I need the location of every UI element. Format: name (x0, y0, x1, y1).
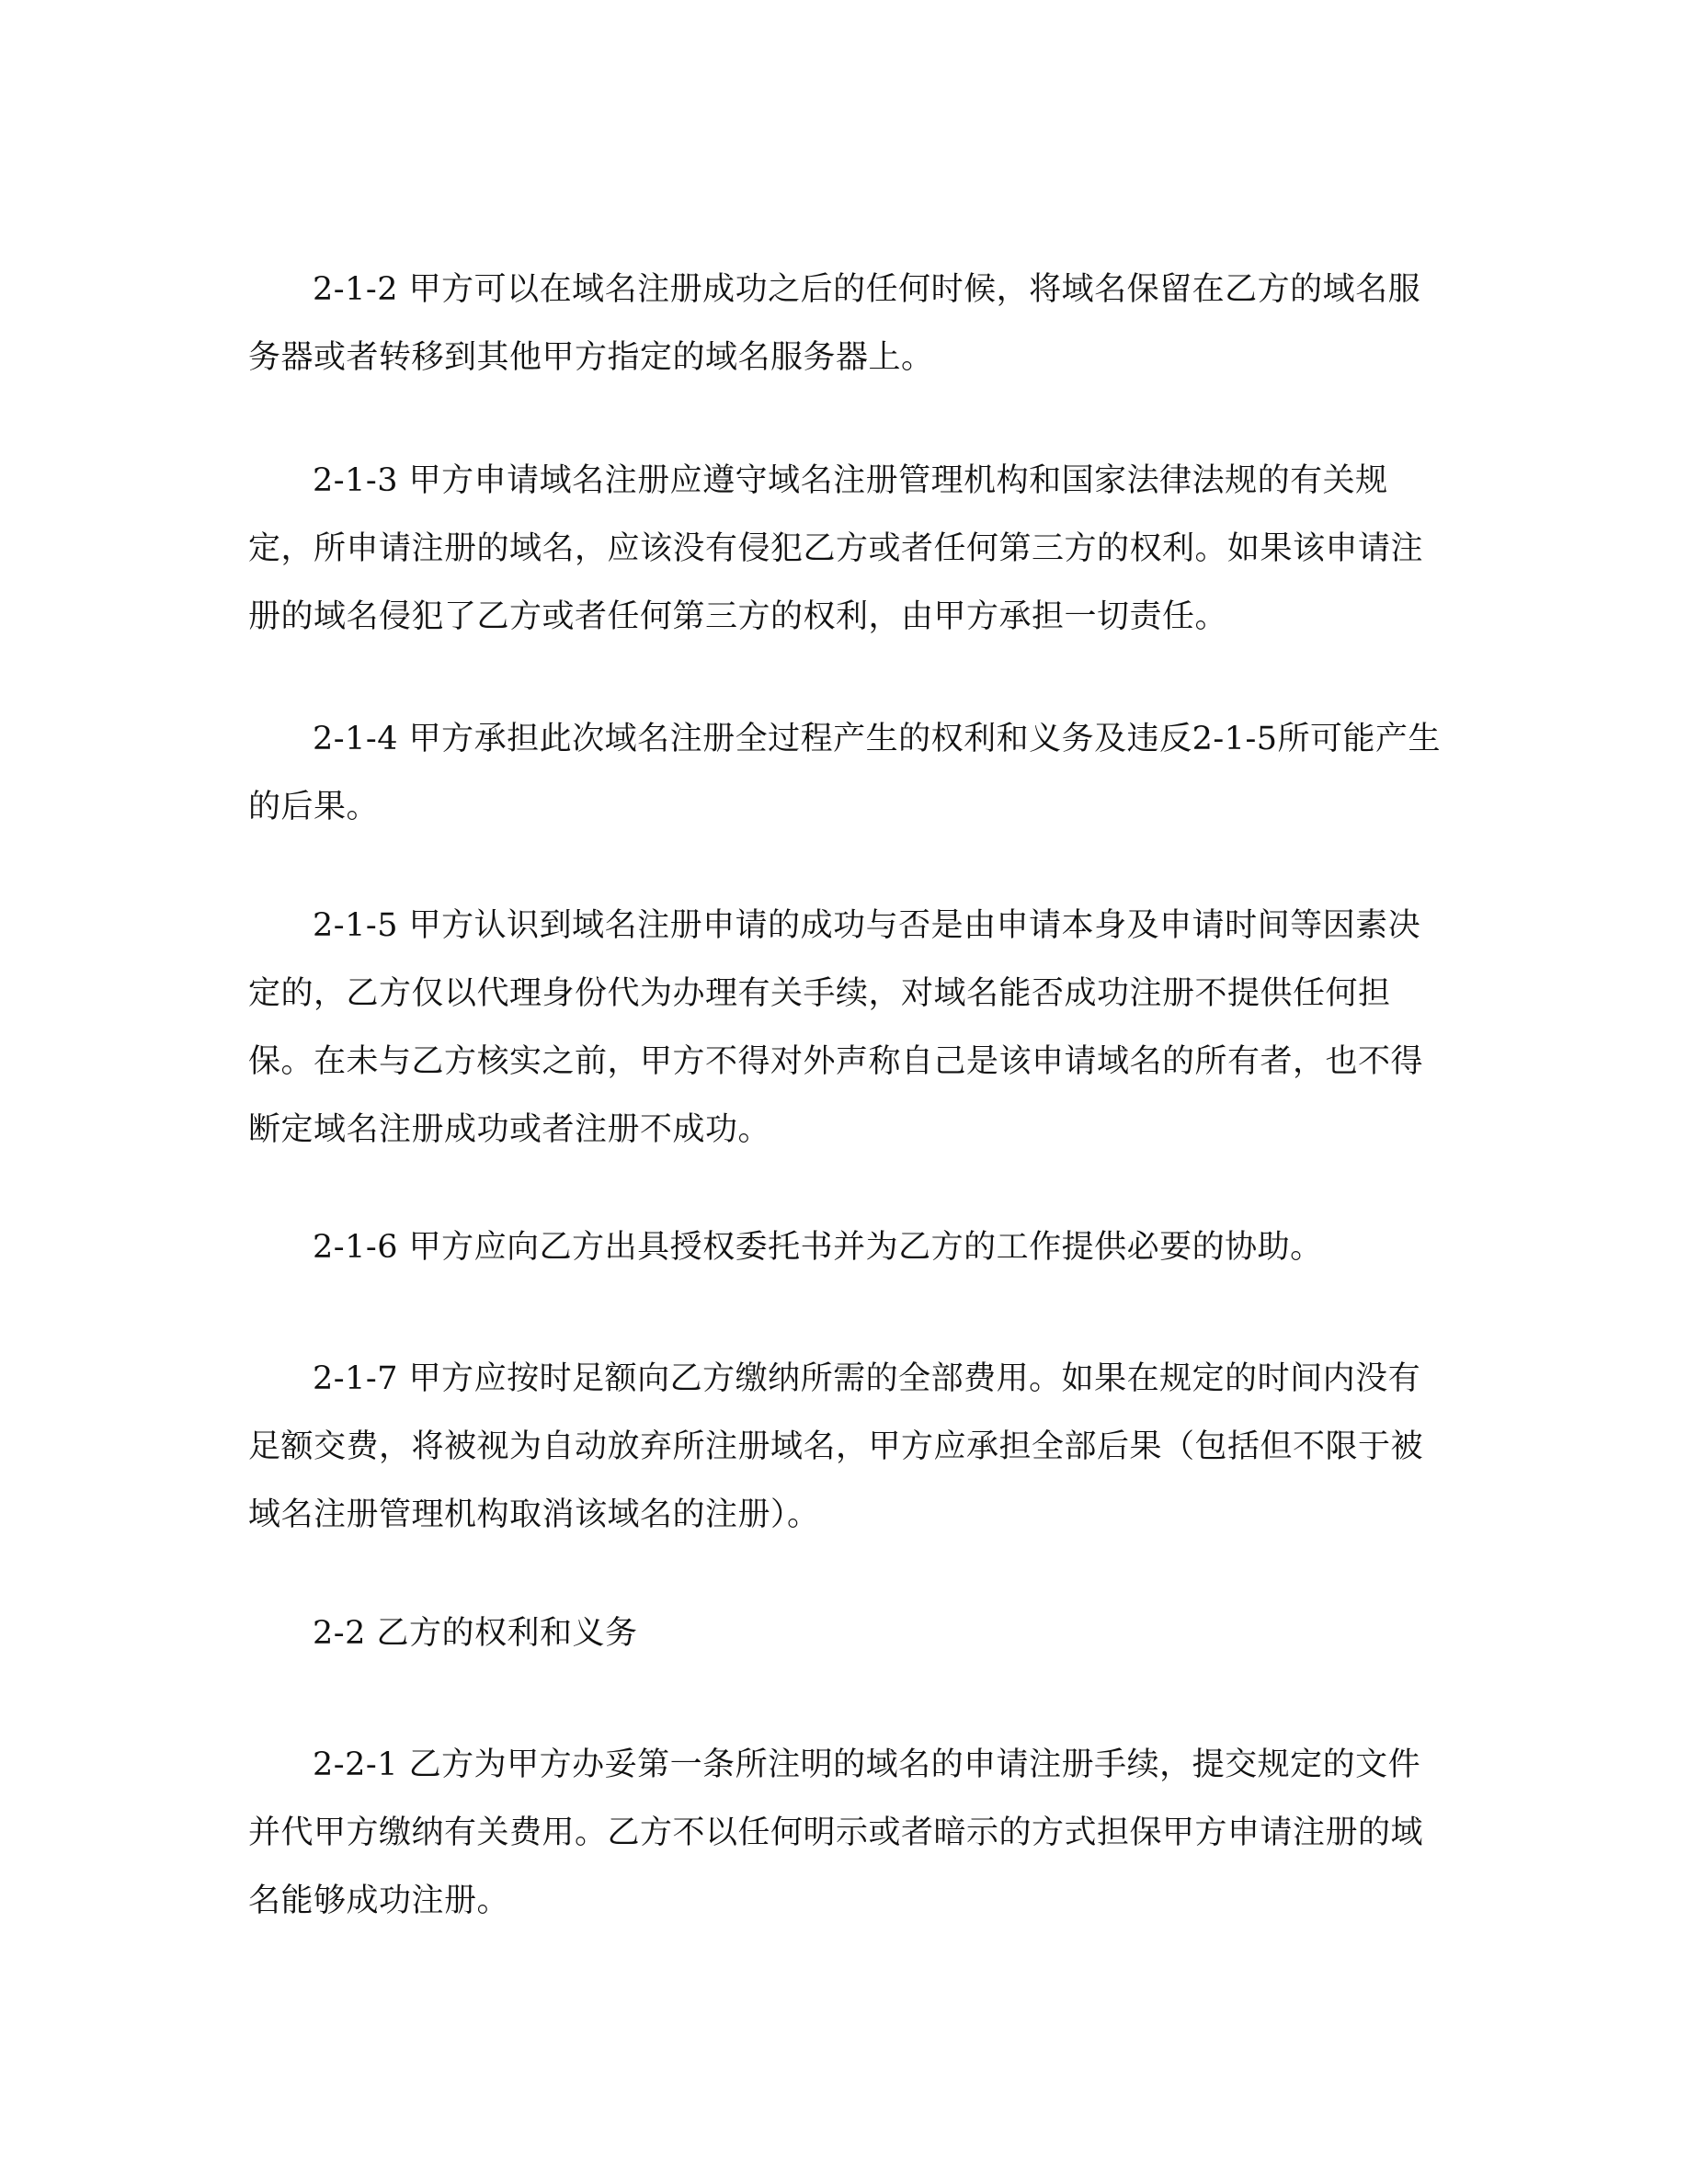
clause-2-2-1: 2-2-1 乙方为甲方办妥第一条所注明的域名的申请注册手续，提交规定的文件并代甲方缴纳有关费用。乙方不以任何明示或者暗示的方式担保甲方申请注册的域名能够成功注册。 (248, 1746, 1424, 1919)
clause-2-1-2: 2-1-2 甲方可以在域名注册成功之后的任何时候，将域名保留在乙方的域名服务器或者转移到其他甲方指定的域名服务器上。 (248, 271, 1421, 376)
clause-2-1-7: 2-1-7 甲方应按时足额向乙方缴纳所需的全部费用。如果在规定的时间内没有足额交费，将被视为自动放弃所注册域名，甲方应承担全部后果（包括但不限于被域名注册管理机构取消该域名的注册）。 (248, 1360, 1424, 1533)
clause-2-1-4: 2-1-4 甲方承担此次域名注册全过程产生的权利和义务及违反2-1-5所可能产生的后果。 (248, 721, 1442, 825)
clause-2-1-5: 2-1-5 甲方认识到域名注册申请的成功与否是由申请本身及申请时间等因素决定的，乙方仅以代理身份代为办理有关手续，对域名能否成功注册不提供任何担保。在未与乙方核实之前，甲方不得对外声称自己是该申请域名的所有者，也不得断定域名注册成功或者注册不成功。 (248, 907, 1424, 1148)
clause-2-1-6: 2-1-6 甲方应向乙方出具授权委托书并为乙方的工作提供必要的协助。 (313, 1229, 1323, 1266)
section-heading-2-2: 2-2 乙方的权利和义务 (313, 1615, 638, 1652)
clause-2-1-3: 2-1-3 甲方申请域名注册应遵守域名注册管理机构和国家法律法规的有关规定，所申请注册的域名，应该没有侵犯乙方或者任何第三方的权利。如果该申请注册的域名侵犯了乙方或者任何第三方的权利，由甲方承担一切责任。 (248, 462, 1424, 635)
